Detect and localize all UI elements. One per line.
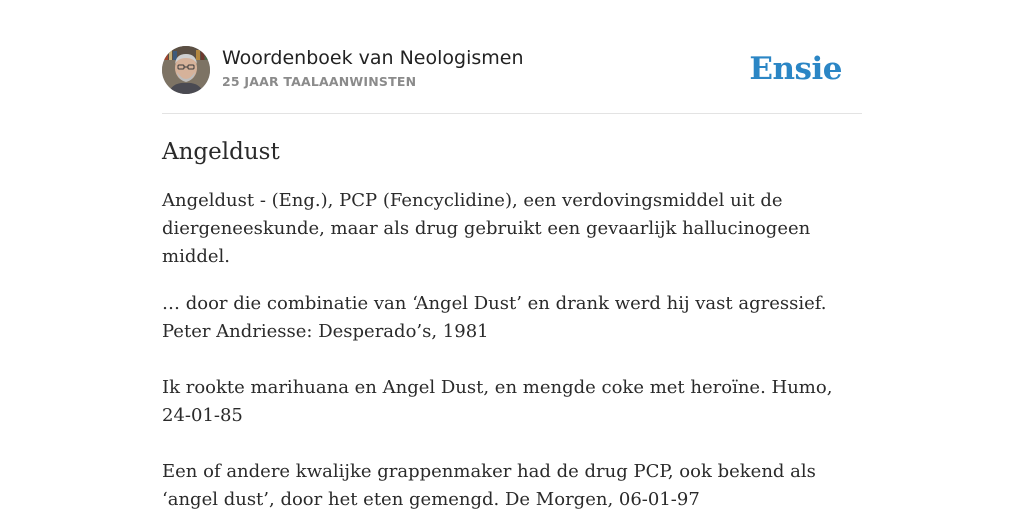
author-portrait-icon: [162, 46, 210, 94]
entry-quote: Ik rookte marihuana en Angel Dust, en mengde coke met heroïne. Humo, 24-01-85: [162, 377, 833, 426]
ensie-logo[interactable]: Ensie: [749, 51, 842, 87]
entry-content: [162, 136, 862, 512]
site-header: [162, 46, 862, 96]
site-title[interactable]: Woordenboek van Neologismen: [222, 47, 524, 69]
entry-quote: … door die combinatie van ‘Angel Dust’ en drank werd hij vast agressief. Peter Andriesse: Desperado’s, 1981: [162, 293, 827, 342]
entry-definition: Angeldust - (Eng.), PCP (Fencyclidine), een verdovingsmiddel uit de diergeneeskunde, maar als drug gebruikt een gevaarlijk hallucinogeen middel.: [162, 190, 811, 267]
site-subtitle: 25 JAAR TAALAANWINSTEN: [222, 74, 417, 89]
avatar[interactable]: [162, 46, 210, 94]
entry-title: Angeldust: [162, 139, 280, 165]
site-identity: [222, 46, 524, 91]
header-divider: [162, 113, 862, 114]
entry-quote: Een of andere kwalijke grappenmaker had de drug PCP, ook bekend als ‘angel dust’, door het eten gemengd. De Morgen, 06-01-97: [162, 461, 816, 510]
